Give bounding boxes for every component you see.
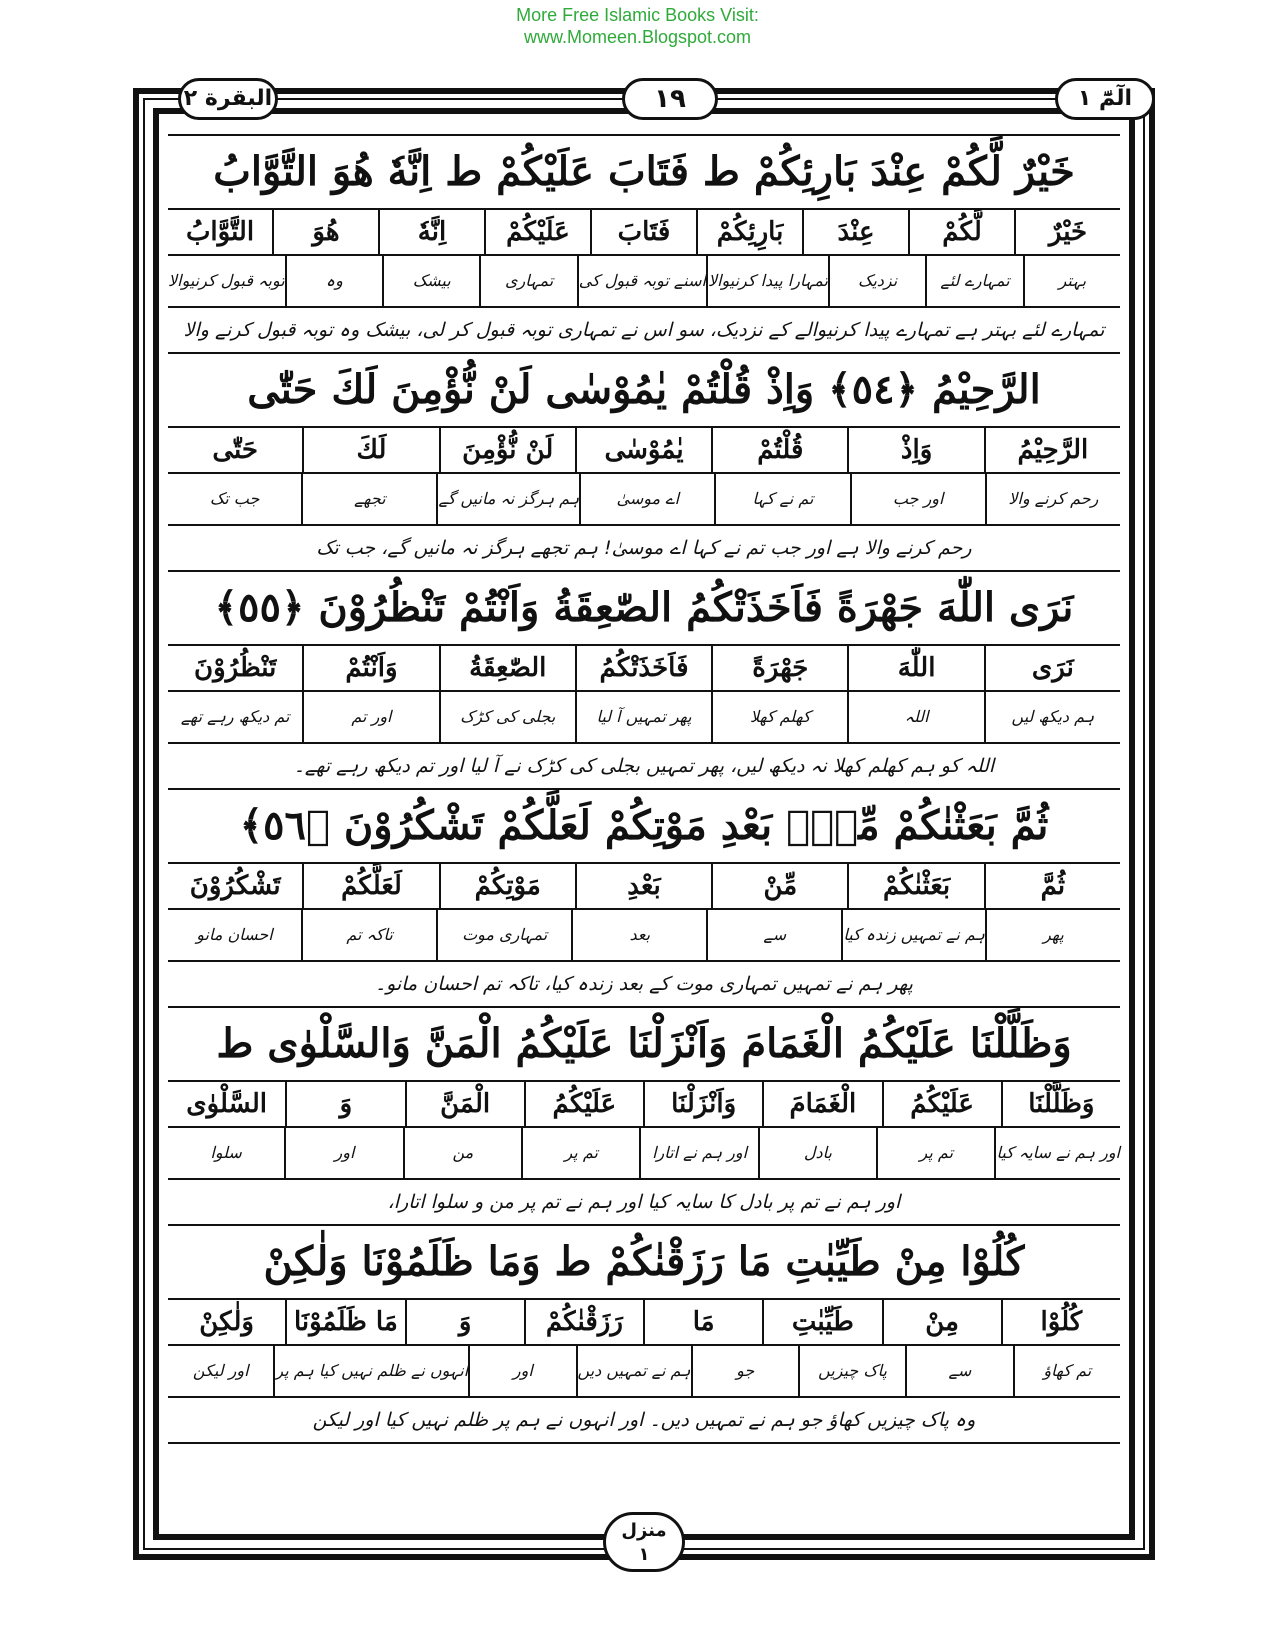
arabic-word: عَلَيْكُمُ	[882, 1082, 1001, 1126]
verse-section	[168, 1226, 1120, 1444]
surah-name-tab: البقرة ٢	[178, 78, 278, 120]
arabic-verse: الرَّحِيْمُ ﴿٥٤﴾ وَاِذْ قُلْتُمْ يٰمُوْسٰى لَنْ نُّؤْمِنَ لَكَ حَتّٰى	[168, 354, 1120, 428]
arabic-word: جَهْرَةً	[711, 646, 847, 690]
arabic-word: مَا	[643, 1300, 762, 1344]
word-meaning: تم کھاؤ	[1013, 1346, 1120, 1396]
word-meaning: بعد	[571, 910, 706, 960]
arabic-word: مِّنْ	[711, 864, 847, 908]
word-meaning: اور	[284, 1128, 402, 1178]
verse-section	[168, 354, 1120, 572]
page-number-tab: ١٩	[622, 78, 718, 120]
word-meaning: ہم نے تمہیں زندہ کیا	[841, 910, 985, 960]
promo-line-2: www.Momeen.Blogspot.com	[523, 27, 752, 47]
word-meaning: احسان مانو	[196, 925, 273, 944]
arabic-word: رَزَقْنٰكُمْ	[524, 1300, 643, 1344]
word-meaning: بجلی کی کڑک	[439, 692, 575, 742]
arabic-word: بَعْدِ	[575, 864, 711, 908]
arabic-word: بَعَثْنٰكُمْ	[847, 864, 983, 908]
word-meaning: تمہارے لئے	[925, 256, 1022, 306]
arabic-word: الْغَمَامَ	[762, 1082, 881, 1126]
arabic-word: وَ	[405, 1300, 524, 1344]
urdu-translation: رحم کرنے والا ہے اور جب تم نے کہا اے موسیٰ! ہم تجھے ہرگز نہ مانیں گے، جب تک	[316, 537, 972, 559]
word-row	[168, 1300, 1120, 1346]
arabic-word: لَعَلَّكُمْ	[302, 864, 438, 908]
arabic-verse: نَرَى اللّٰهَ جَهْرَةً فَاَخَذَتْكُمُ الصّٰعِقَةُ وَاَنْتُمْ تَنْظُرُوْنَ ﴿٥٥﴾	[168, 572, 1120, 646]
word-meaning: ہم نے تمہیں دیں	[576, 1346, 691, 1396]
arabic-word: اِنَّهٗ	[378, 210, 484, 254]
arabic-word: وَ	[285, 1082, 404, 1126]
arabic-word: يٰمُوْسٰى	[575, 428, 711, 472]
word-row	[168, 428, 1120, 474]
meaning-row	[168, 1128, 1120, 1180]
word-meaning: جب تک	[209, 489, 260, 508]
urdu-translation: وہ پاک چیزیں کھاؤ جو ہم نے تمہیں دیں۔ اور انہوں نے ہم پر ظلم نہیں کیا اور لیکن	[312, 1409, 976, 1431]
word-meaning: تمہاری موت	[436, 910, 571, 960]
arabic-word: وَلٰكِنْ	[199, 1307, 254, 1337]
promo-line-1: More Free Islamic Books Visit:	[516, 5, 759, 25]
arabic-word: بَارِئِكُمْ	[696, 210, 802, 254]
arabic-word: تَنْظُرُوْنَ	[193, 653, 277, 683]
word-meaning: تمہارا پیدا کرنیوالا	[706, 256, 828, 306]
urdu-translation: پھر ہم نے تمہیں تمہاری موت کے بعد زندہ کیا، تاکہ تم احسان مانو۔	[375, 973, 913, 995]
word-meaning: تم نے کہا	[714, 474, 849, 524]
word-meaning: ہم دیکھ لیں	[984, 692, 1120, 742]
verse-section	[168, 790, 1120, 1008]
verse-section	[168, 134, 1120, 354]
word-meaning: پھر	[985, 910, 1120, 960]
meaning-row	[168, 256, 1120, 308]
word-meaning: سلوا	[210, 1143, 242, 1162]
arabic-word: مَا ظَلَمُوْنَا	[285, 1300, 404, 1344]
arabic-word: خَيْرٌ	[1014, 210, 1120, 254]
arabic-verse: خَيْرٌ لَّكُمْ عِنْدَ بَارِئِكُمْ ط فَتَابَ عَلَيْكُمْ ط اِنَّهٗ هُوَ التَّوَّابُ	[168, 136, 1120, 210]
arabic-word: قُلْتُمْ	[711, 428, 847, 472]
manzil-badge	[603, 1512, 685, 1572]
word-meaning: جو	[691, 1346, 798, 1396]
arabic-verse: ثُمَّ بَعَثْنٰكُمْ مِّنْۢ بَعْدِ مَوْتِكُمْ لَعَلَّكُمْ تَشْكُرُوْنَ ﴿٥٦﴾	[168, 790, 1120, 864]
arabic-word: وَاِذْ	[847, 428, 983, 472]
arabic-word: تَشْكُرُوْنَ	[189, 871, 281, 901]
word-meaning: سے	[706, 910, 841, 960]
arabic-word: نَرَى	[984, 646, 1120, 690]
word-row	[168, 864, 1120, 910]
word-meaning: بادل	[758, 1128, 876, 1178]
promo-text	[0, 4, 1275, 48]
arabic-word: عِنْدَ	[802, 210, 908, 254]
verse-section	[168, 572, 1120, 790]
verse-section	[168, 1008, 1120, 1226]
word-meaning: وہ	[285, 256, 382, 306]
word-meaning: ہم ہرگز نہ مانیں گے	[436, 474, 579, 524]
manzil-label: منزل	[621, 1520, 667, 1541]
arabic-word: وَظَلَّلْنَا	[1001, 1082, 1120, 1126]
arabic-word: ثُمَّ	[984, 864, 1120, 908]
meaning-row	[168, 474, 1120, 526]
urdu-translation: اور ہم نے تم پر بادل کا سایہ کیا اور ہم نے تم پر من و سلوا اتارا،	[387, 1191, 901, 1213]
arabic-word: كُلُوْا	[1001, 1300, 1120, 1344]
arabic-verse: وَظَلَّلْنَا عَلَيْكُمُ الْغَمَامَ وَاَنْزَلْنَا عَلَيْكُمُ الْمَنَّ وَالسَّلْوٰى ط	[168, 1008, 1120, 1082]
arabic-word: فَتَابَ	[590, 210, 696, 254]
arabic-word: التَّوَّابُ	[185, 217, 255, 247]
word-meaning: پاک چیزیں	[798, 1346, 905, 1396]
verse-content	[168, 134, 1120, 1444]
word-meaning: من	[403, 1128, 521, 1178]
arabic-word: وَاَنْتُمْ	[302, 646, 438, 690]
word-meaning: پھر تمہیں آ لیا	[575, 692, 711, 742]
word-meaning: اور ہم نے سایہ کیا	[994, 1128, 1120, 1178]
meaning-row	[168, 692, 1120, 744]
word-meaning: تم پر	[876, 1128, 994, 1178]
word-meaning: انہوں نے ظلم نہیں کیا ہم پر	[273, 1346, 468, 1396]
meaning-row	[168, 1346, 1120, 1398]
arabic-word: لَكَ	[302, 428, 438, 472]
arabic-word: عَلَيْكُمْ	[484, 210, 590, 254]
word-meaning: تم دیکھ رہے تھے	[180, 707, 290, 726]
arabic-word: لَّكُمْ	[908, 210, 1014, 254]
meaning-row	[168, 910, 1120, 962]
word-meaning: توبہ قبول کرنیوالا	[168, 271, 285, 290]
para-name-tab: الٓمّٓ ١	[1055, 78, 1155, 120]
word-meaning: تم پر	[521, 1128, 639, 1178]
word-row	[168, 646, 1120, 692]
word-meaning: اور ہم نے اتارا	[639, 1128, 757, 1178]
word-meaning: اور	[468, 1346, 575, 1396]
word-meaning: رحم کرنے والا	[985, 474, 1120, 524]
word-meaning: اے موسیٰ	[579, 474, 714, 524]
arabic-word: اللّٰهَ	[847, 646, 983, 690]
arabic-word: لَنْ نُّؤْمِنَ	[439, 428, 575, 472]
word-meaning: اللہ	[847, 692, 983, 742]
word-meaning: اور لیکن	[192, 1361, 249, 1380]
word-meaning: اسنے توبہ قبول کی	[577, 256, 706, 306]
word-meaning: بیشک	[382, 256, 479, 306]
arabic-word: مَوْتِكُمْ	[439, 864, 575, 908]
word-row	[168, 210, 1120, 256]
word-meaning: اور تم	[302, 692, 438, 742]
arabic-word: مِنْ	[882, 1300, 1001, 1344]
word-meaning: سے	[905, 1346, 1012, 1396]
urdu-translation: اللہ کو ہم کھلم کھلا نہ دیکھ لیں، پھر تمہیں بجلی کی کڑک نے آ لیا اور تم دیکھ رہے تھے۔	[293, 755, 995, 777]
manzil-number: ١	[638, 1544, 650, 1565]
arabic-word: طَيِّبٰتِ	[762, 1300, 881, 1344]
arabic-word: هُوَ	[272, 210, 378, 254]
arabic-word: فَاَخَذَتْكُمُ	[575, 646, 711, 690]
word-meaning: تمہاری	[479, 256, 576, 306]
arabic-word: الْمَنَّ	[405, 1082, 524, 1126]
arabic-word: السَّلْوٰى	[186, 1089, 267, 1119]
word-row	[168, 1082, 1120, 1128]
word-meaning: بہتر	[1023, 256, 1120, 306]
arabic-word: الرَّحِيْمُ	[984, 428, 1120, 472]
arabic-verse: كُلُوْا مِنْ طَيِّبٰتِ مَا رَزَقْنٰكُمْ ط وَمَا ظَلَمُوْنَا وَلٰكِنْ	[168, 1226, 1120, 1300]
word-meaning: تاکہ تم	[301, 910, 436, 960]
urdu-translation: تمہارے لئے بہتر ہے تمہارے پیدا کرنیوالے کے نزدیک، سو اس نے تمہاری توبہ قبول کر لی، بیشک وہ توبہ قبول کرنے والا	[183, 319, 1105, 341]
word-meaning: تجھے	[301, 474, 436, 524]
arabic-word: وَاَنْزَلْنَا	[643, 1082, 762, 1126]
word-meaning: نزدیک	[828, 256, 925, 306]
word-meaning: اور جب	[850, 474, 985, 524]
word-meaning: کھلم کھلا	[711, 692, 847, 742]
arabic-word: عَلَيْكُمُ	[524, 1082, 643, 1126]
arabic-word: حَتّٰى	[212, 435, 258, 465]
arabic-word: الصّٰعِقَةُ	[439, 646, 575, 690]
